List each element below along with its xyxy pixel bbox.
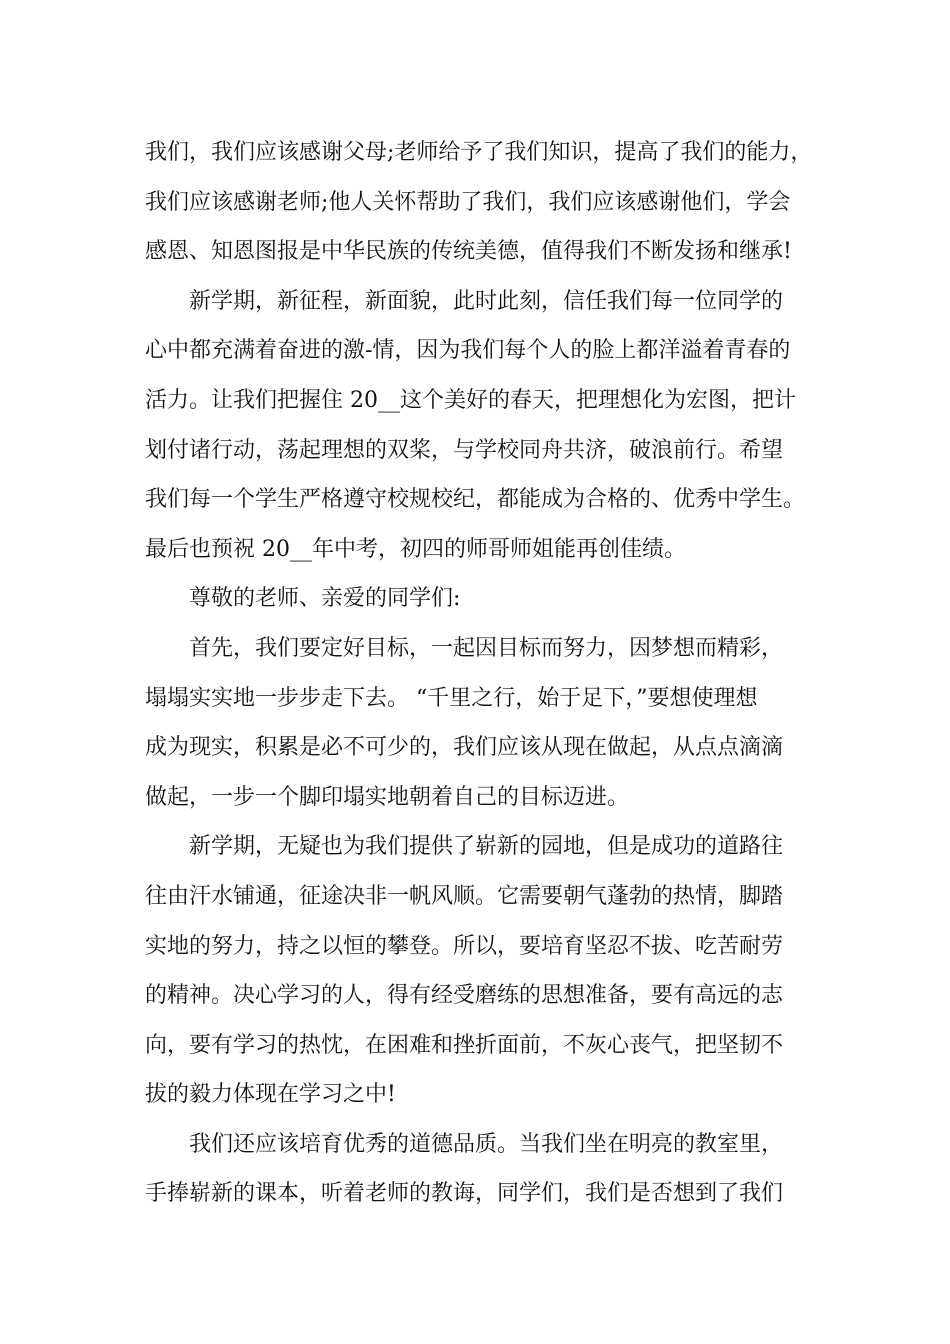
text-line: 划付诸行动，荡起理想的双桨，与学校同舟共济，破浪前行。希望	[145, 437, 784, 463]
paragraph	[145, 822, 825, 1120]
text-line: 做起，一步一个脚印塌实地朝着自己的目标迈进。	[145, 784, 630, 810]
paragraph	[145, 277, 825, 575]
text-line: 的精神。决心学习的人，得有经受磨练的思想准备，要有高远的志	[145, 983, 784, 1009]
text-line: 塌塌实实地一步步走下去。 “千里之行，始于足下，”要想使理想	[145, 685, 758, 711]
text-line: 新学期，无疑也为我们提供了崭新的园地，但是成功的道路往	[189, 834, 784, 860]
text-line: 我们还应该培育优秀的道德品质。当我们坐在明亮的教室里，	[189, 1131, 784, 1157]
text-line: 感恩、知恩图报是中华民族的传统美德，值得我们不断发扬和继承!	[145, 239, 792, 265]
text-line: 我们应该感谢老师;他人关怀帮助了我们，我们应该感谢他们，学会	[145, 189, 791, 215]
text-line: 最后也预祝 20__年中考，初四的师哥师姐能再创佳绩。	[145, 536, 686, 562]
paragraph	[145, 574, 825, 624]
text-line: 实地的努力，持之以恒的攀登。所以，要培育坚忍不拔、吃苦耐劳	[145, 933, 784, 959]
text-line: 我们，我们应该感谢父母;老师给予了我们知识，提高了我们的能力，	[145, 140, 813, 165]
text-line: 首先，我们要定好目标，一起因目标而努力，因梦想而精彩，	[189, 635, 784, 661]
text-line: 新学期，新征程，新面貌，此时此刻，信任我们每一位同学的	[189, 288, 784, 314]
text-line: 拔的毅力体现在学习之中!	[145, 1082, 396, 1108]
text-line: 尊敬的老师、亲爱的同学们:	[189, 586, 461, 612]
document-body	[145, 128, 825, 1219]
paragraph	[145, 624, 825, 822]
text-line: 手捧崭新的课本，听着老师的教诲，同学们，我们是否想到了我们	[145, 1181, 784, 1207]
paragraph	[145, 1120, 825, 1219]
paragraph	[145, 128, 825, 277]
text-line: 活力。让我们把握住 20__这个美好的春天，把理想化为宏图，把计	[145, 387, 796, 413]
text-line: 成为现实，积累是必不可少的，我们应该从现在做起，从点点滴滴	[145, 735, 784, 761]
text-line: 向，要有学习的热忱，在困难和挫折面前，不灰心丧气，把坚韧不	[145, 1032, 784, 1058]
text-line: 心中都充满着奋进的激-情，因为我们每个人的脸上都洋溢着青春的	[145, 338, 791, 364]
text-line: 我们每一个学生严格遵守校规校纪，都能成为合格的、优秀中学生。	[145, 487, 806, 513]
text-line: 往由汗水铺通，征途决非一帆风顺。它需要朝气蓬勃的热情，脚踏	[145, 883, 784, 909]
